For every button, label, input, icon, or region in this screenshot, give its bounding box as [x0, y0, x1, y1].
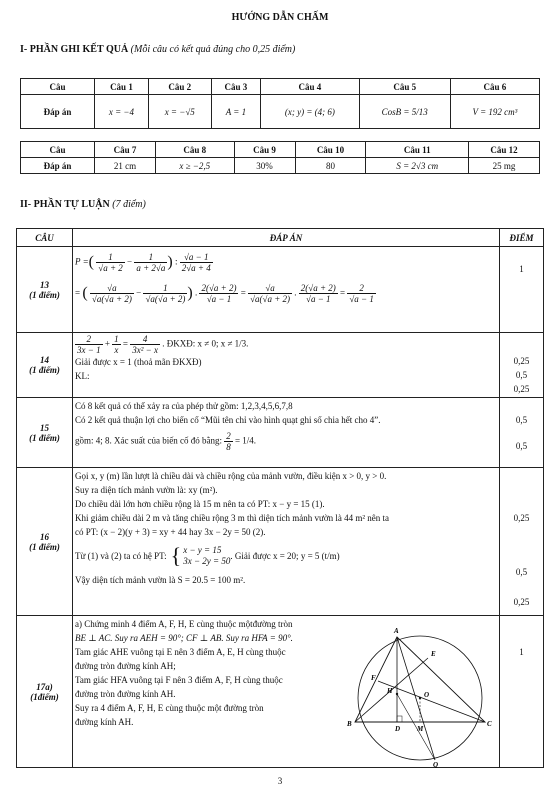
geometry-figure	[345, 618, 495, 768]
label-d: D	[395, 725, 401, 733]
label-a: A	[394, 627, 399, 635]
label-f: F	[371, 674, 376, 682]
q14-answer: $\frac{2}{3x - 1}$ + $\frac{1}{x}$ = $\frac{4}{\text{3x² − x}}$ . ĐKXĐ: x ≠ 0; x ≠ 1/3. Giải được x = 1 (thoả mãn ĐKXĐ) KL:	[73, 333, 500, 398]
label-o: O	[424, 691, 430, 699]
row-q14: 14 (1 điểm) $\frac{2}{3x - 1}$ + $\frac{1}{x}$ = $\frac{4}{\text{3x² − x}}$ . ĐKXĐ: x ≠ 0; x ≠ 1/3. Giải được x = 1 (thoả mãn ĐKXĐ) KL: 0,25 0,5 0,25	[17, 333, 544, 398]
row-q16: 16 (1 điểm) Gọi x, y (m) lần lượt là chiều dài và chiều rộng của mảnh vườn, điều kiện x > 0, y > 0. Suy ra diện tích mảnh vườn là: xy (m²). Do chiều dài lớn hơn chiều rộng là 15 m nên ta có PT: x − y = 15 (1). Khi giảm chiều dài 2 m và tăng chiều rộng 3 m thì diện tích mảnh vườn là 44 m² nên ta có PT: (x − 2)(y + 3) = xy + 44 hay 3x − 2y = 50 (2). Từ (1) và (2) ta có hệ PT: { x − y = 15 3x − 2y = 50 . Giải được x = 20; y = 5 (t/m) Vậy diện tích mảnh vườn là S = 20.5 = 100 m². 0,25 0,5 0,25	[17, 468, 544, 616]
label-c: C	[487, 720, 492, 728]
section-2-heading: II- PHẦN TỰ LUẬN (7 điểm)	[20, 199, 146, 210]
row-q17a: 17a) (1điểm) a) Chứng minh 4 điểm A, F, H, E cùng thuộc mộtđường tròn BE ⊥ AC. Suy ra AEH = 90°; CF ⊥ AB. Suy ra HFA = 90°. Tam giác AHE vuông tại E nên 3 điểm A, E, H cùng thuộc đường tròn đường kính AH; Tam giác HFA vuông tại F nên 3 điểm A, F, H cùng thuộc đường tròn đường kính AH. Suy ra 4 điểm A, F, H, E cùng thuộc một đường tròn đường kính AH. A E F H O B D M C Q 1	[17, 616, 544, 768]
label-m: M	[417, 725, 424, 733]
page-number: 3	[277, 776, 283, 786]
q16-answer: Gọi x, y (m) lần lượt là chiều dài và chiều rộng của mảnh vườn, điều kiện x > 0, y > 0. Suy ra diện tích mảnh vườn là: xy (m²). Do chiều dài lớn hơn chiều rộng là 15 m nên ta có PT: x − y = 15 (1). Khi giảm chiều dài 2 m và tăng chiều rộng 3 m thì diện tích mảnh vườn là 44 m² nên ta có PT: (x − 2)(y + 3) = xy + 44 hay 3x − 2y = 50 (2). Từ (1) và (2) ta có hệ PT: { x − y = 15 3x − 2y = 50 . Giải được x = 20; y = 5 (t/m) Vậy diện tích mảnh vườn là S = 20.5 = 100 m².	[73, 468, 500, 616]
row-q13: 13 (1 điểm) P =( $\frac{1}{√a + 2}$ − $\frac{1}{a + 2√a}$ ) : $\frac{√a - 1}{2√a + 4}$ = ( $\frac{√a}{√a(√a + 2)}$ − $\frac{1}{√a(√a + 2)}$ ) . $\frac{2(√a + 2)}{√a - 1}$ = $\frac{√a}{√a(√a + 2)}$ . $\frac{2(√a + 2)}{√a - 1}$ = $\frac{2}{√a - 1}$ 1	[17, 247, 544, 333]
page-title: HƯỚNG DẪN CHẤM	[231, 12, 329, 23]
section-1-heading: I- PHẦN GHI KẾT QUẢ (Mỗi câu có kết quả đúng cho 0,25 điểm)	[20, 44, 296, 55]
q17a-answer: a) Chứng minh 4 điểm A, F, H, E cùng thuộc mộtđường tròn BE ⊥ AC. Suy ra AEH = 90°; CF ⊥ AB. Suy ra HFA = 90°. Tam giác AHE vuông tại E nên 3 điểm A, E, H cùng thuộc đường tròn đường kính AH; Tam giác HFA vuông tại F nên 3 điểm A, F, H cùng thuộc đường tròn đường kính AH. Suy ra 4 điểm A, F, H, E cùng thuộc một đường tròn đường kính AH. A E F H O B D M C Q	[73, 616, 500, 768]
essay-table: CÂU ĐÁP ÁN ĐIỂM 13 (1 điểm) P =( $\frac{1}{√a + 2}$ − $\frac{1}{a + 2√a}$ ) : $\frac{√a - 1}{2√a + 4}$ = ( $\frac{√a}{√a(√a + 2)}$ − $\frac{1}{√a(√a + 2)}$ ) . $\frac{2(√a + 2)}{√a - 1}$ = $\frac{√a}{√a(√a + 2)}$ . $\frac{2(√a + 2)}{√a - 1}$ = $\frac{2}{√a - 1}$ 1 14 (1 điểm) $\frac{2}{3x - 1}$ + $\frac{1}{x}$ = $\frac{4}{\text{3x² − x}}$ . ĐKXĐ: x ≠ 0; x ≠ 1/3. Giải được x = 1 (thoả mãn ĐKXĐ) KL: 0,25 0,5 0,25 15 (1 điểm) Có 8 kết quả có thể xảy ra của phép thử gồm: 1,2,3,4,5,6,7,8 Có 2 kết quả thuận lợi cho biến cố “Mũi tên chỉ vào hình quạt ghi số chia hết cho 4”. gồm: 4; 8. Xác suất của biến cố đó bằng: $\frac{2}{8}$ = 1/4. 0,5 0,5 16 (1 điểm) Gọi x, y (m) lần lượt là chiều dài và chiều rộng của mảnh vườn, điều kiện x > 0, y > 0. Suy ra diện tích mảnh vườn là: xy (m²). Do chiều dài lớn hơn chiều rộng là 15 m nên ta có PT: x − y = 15 (1). Khi giảm chiều dài 2 m và tăng chiều rộng 3 m thì diện tích mảnh vườn là 44 m² nên ta có PT: (x − 2)(y + 3) = xy + 44 hay 3x − 2y = 50 (2). Từ (1) và (2) ta có hệ PT: { x − y = 15 3x − 2y = 50 . Giải được x = 20; y = 5 (t/m) Vậy diện tích mảnh vườn là S = 20.5 = 100 m². 0,25 0,5 0,25 17a) (1điểm) a) Chứng minh 4 điểm A, F, H, E cùng thuộc mộtđường tròn BE ⊥ AC. Suy ra AEH = 90°; CF ⊥ AB. Suy ra HFA = 90°. Tam giác AHE vuông tại E nên 3 điểm A, E, H cùng thuộc đường tròn đường kính AH; Tam giác HFA vuông tại F nên 3 điểm A, F, H cùng thuộc đường tròn đường kính AH. Suy ra 4 điểm A, F, H, E cùng thuộc một đường tròn đường kính AH. A E F H O B D M C Q 1	[16, 228, 544, 768]
label-h: H	[387, 687, 393, 695]
label-q: Q	[433, 761, 439, 768]
label-e: E	[431, 650, 436, 658]
answer-table-2: Câu Câu 7 Câu 8 Câu 9 Câu 10 Câu 11 Câu 12 Đáp án 21 cm x ≥ −2,5 30% 80 S = 2√3 cm 25 mg	[20, 141, 540, 174]
q13-answer: P =( $\frac{1}{√a + 2}$ − $\frac{1}{a + 2√a}$ ) : $\frac{√a - 1}{2√a + 4}$ = ( $\frac{√a}{√a(√a + 2)}$ − $\frac{1}{√a(√a + 2)}$ ) . $\frac{2(√a + 2)}{√a - 1}$ = $\frac{√a}{√a(√a + 2)}$ . $\frac{2(√a + 2)}{√a - 1}$ = $\frac{2}{√a - 1}$	[73, 247, 500, 333]
answer-table-1: Câu Câu 1 Câu 2 Câu 3 Câu 4 Câu 5 Câu 6 Đáp án x = −4 x = −√5 A = 1 (x; y) = (4; 6) CosB = 5/13 V = 192 cm³	[20, 78, 540, 129]
label-b: B	[347, 720, 352, 728]
q15-answer: Có 8 kết quả có thể xảy ra của phép thử gồm: 1,2,3,4,5,6,7,8 Có 2 kết quả thuận lợi cho biến cố “Mũi tên chỉ vào hình quạt ghi số chia hết cho 4”. gồm: 4; 8. Xác suất của biến cố đó bằng: $\frac{2}{8}$ = 1/4.	[73, 398, 500, 468]
row-q15: 15 (1 điểm) Có 8 kết quả có thể xảy ra của phép thử gồm: 1,2,3,4,5,6,7,8 Có 2 kết quả thuận lợi cho biến cố “Mũi tên chỉ vào hình quạt ghi số chia hết cho 4”. gồm: 4; 8. Xác suất của biến cố đó bằng: $\frac{2}{8}$ = 1/4. 0,5 0,5	[17, 398, 544, 468]
